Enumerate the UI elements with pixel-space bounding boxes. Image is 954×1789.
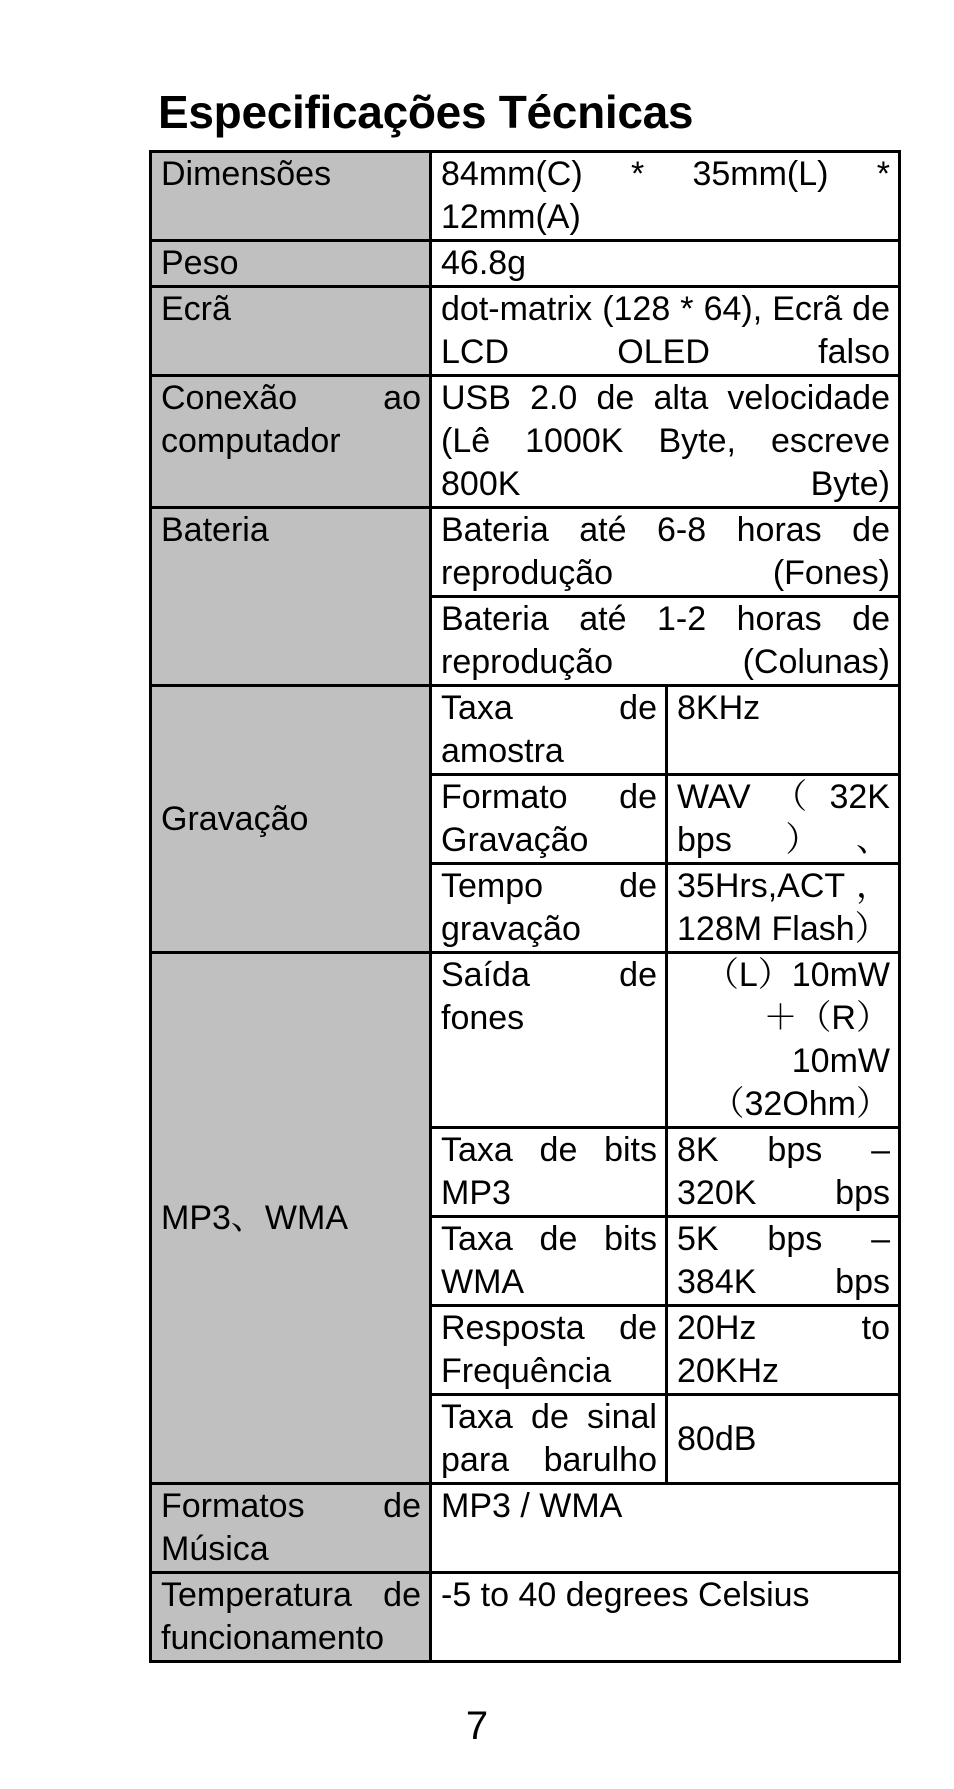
row-label-dimensoes: Dimensões: [151, 152, 431, 241]
row-label-peso: Peso: [151, 241, 431, 287]
sub-label-taxa-bits-mp3: Taxa de bits MP3: [431, 1128, 667, 1217]
sub-value-saida-fones: （L）10mW ＋（R）10mW（32Ohm）: [667, 953, 900, 1128]
sub-value-taxa-bits-wma: 5K bps – 384K bps: [667, 1217, 900, 1306]
row-value-ecra: dot-matrix (128 * 64), Ecrã de LCD OLED falso: [431, 287, 900, 376]
sub-label-taxa-amostra: Taxa de amostra: [431, 686, 667, 775]
sub-label-tempo-gravacao: Tempo de gravação: [431, 864, 667, 953]
sub-value-resposta-frequencia: 20Hz to 20KHz: [667, 1306, 900, 1395]
row-label-conexao: Conexão ao computador: [151, 376, 431, 508]
table-row: [151, 686, 900, 775]
sub-value-taxa-amostra: 8KHz: [667, 686, 900, 775]
sub-label-taxa-bits-wma: Taxa de bits WMA: [431, 1217, 667, 1306]
sub-label-formato-gravacao: Formato de Gravação: [431, 775, 667, 864]
row-value-temperatura: -5 to 40 degrees Celsius: [431, 1573, 900, 1662]
specifications-table: [149, 150, 901, 1663]
row-label-mp3-wma: MP3、WMA: [151, 953, 431, 1484]
table-row: [151, 287, 900, 376]
table-row: [151, 953, 900, 1128]
sub-label-resposta-frequencia: Resposta de Frequência: [431, 1306, 667, 1395]
page-title: Especificações Técnicas: [158, 86, 694, 138]
sub-label-sinal-barulho: Taxa de sinal para barulho: [431, 1395, 667, 1484]
table-row: [151, 152, 900, 241]
table-row: [151, 508, 900, 597]
row-value-bateria-colunas: Bateria até 1-2 horas de reprodução (Colunas): [431, 597, 900, 686]
row-label-formatos: Formatos de Música: [151, 1484, 431, 1573]
table-row: [151, 1573, 900, 1662]
row-label-ecra: Ecrã: [151, 287, 431, 376]
row-value-formatos: MP3 / WMA: [431, 1484, 900, 1573]
table-row: [151, 1484, 900, 1573]
sub-value-formato-gravacao: WAV（32K bps）、: [667, 775, 900, 864]
row-label-gravacao: Gravação: [151, 686, 431, 953]
table-row: [151, 241, 900, 287]
page-number: 7: [465, 1704, 489, 1748]
table-row: [151, 376, 900, 508]
row-value-bateria-fones: Bateria até 6-8 horas de reprodução (Fones): [431, 508, 900, 597]
row-value-peso: 46.8g: [431, 241, 900, 287]
sub-label-saida-fones: Saída de fones: [431, 953, 667, 1128]
sub-value-tempo-gravacao: 35Hrs,ACT，128M Flash）: [667, 864, 900, 953]
row-value-dimensoes: 84mm(C) * 35mm(L) * 12mm(A): [431, 152, 900, 241]
row-label-bateria: Bateria: [151, 508, 431, 686]
sub-value-sinal-barulho: 80dB: [667, 1395, 900, 1484]
row-value-conexao: USB 2.0 de alta velocidade (Lê 1000K Byte, escreve 800K Byte): [431, 376, 900, 508]
row-label-temperatura: Temperatura de funcionamento: [151, 1573, 431, 1662]
sub-value-taxa-bits-mp3: 8K bps – 320K bps: [667, 1128, 900, 1217]
